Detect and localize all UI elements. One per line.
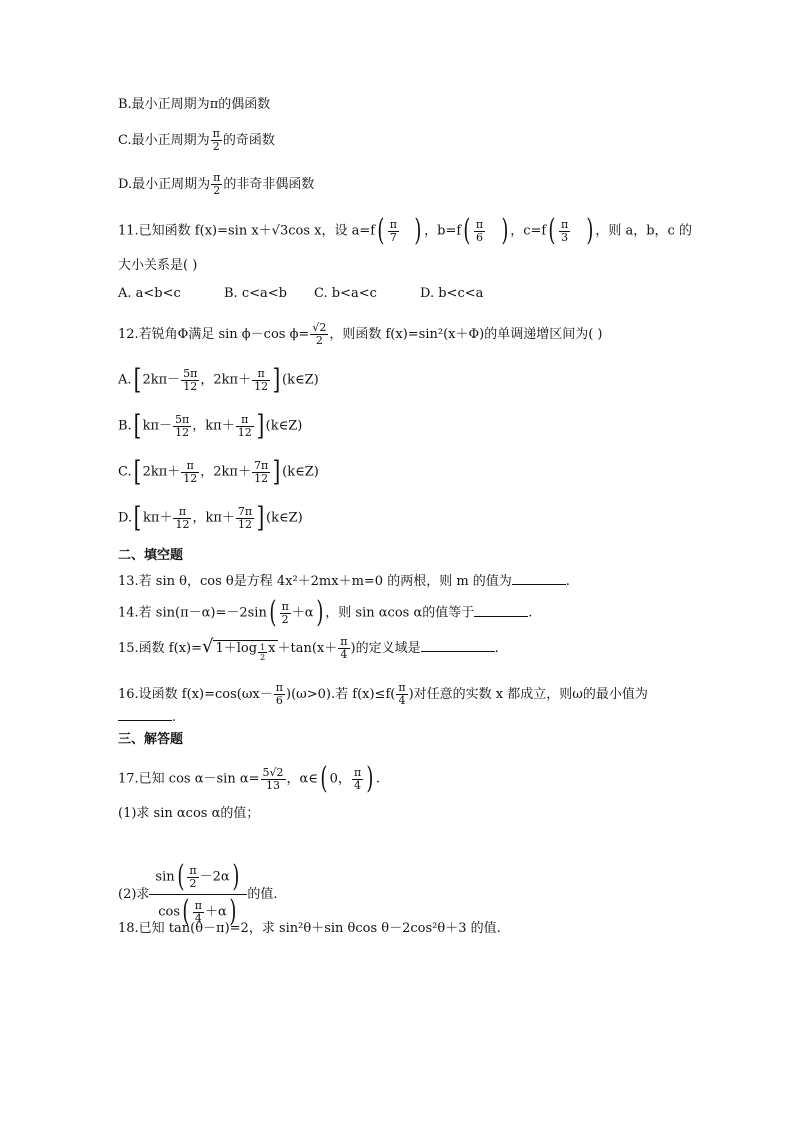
q12-c-lden: 12 xyxy=(183,471,198,485)
q15-den: 4 xyxy=(340,648,348,661)
q11-c-label: ，c=f xyxy=(510,223,547,239)
bracket-right: ] xyxy=(256,409,264,442)
q10-option-d xyxy=(118,172,314,197)
q14-a: 14.若 sin(π－α)=－2sin xyxy=(118,605,267,621)
q12-d-rden: 12 xyxy=(237,517,252,531)
q12-d-lnum: π xyxy=(173,506,191,519)
q11-b-label: ，b=f xyxy=(424,223,462,239)
q12-stem xyxy=(118,322,602,347)
q14-c: ，则 sin αcos α的值等于 xyxy=(325,605,475,621)
q12-stem-a: 12.若锐角Φ满足 sin ϕ－cos ϕ= xyxy=(118,327,310,342)
bracket-left: [ xyxy=(133,501,142,534)
q16-frac2 xyxy=(396,682,407,707)
paren-right: ) xyxy=(231,859,240,894)
q11-stem-a: 11.已知函数 f(x)=sin x＋ xyxy=(118,223,272,239)
q11-a-den: 7 xyxy=(389,230,397,244)
bracket-left: [ xyxy=(133,455,141,488)
q12-c-left: 2kπ＋ xyxy=(142,464,181,480)
q13 xyxy=(118,572,570,590)
q14-end: . xyxy=(528,605,533,621)
q11-line2: 大小关系是( ) xyxy=(118,258,198,273)
q15-b: ＋tan(x＋ xyxy=(277,641,338,656)
q10-c-num: π xyxy=(212,127,220,140)
q12-c-mid: ，2kπ＋ xyxy=(200,464,251,480)
q16-den2: 4 xyxy=(398,694,406,707)
q11-c-num: π xyxy=(560,217,569,231)
q12-a-label: A. xyxy=(118,372,132,388)
q12-d-mid: ，kπ＋ xyxy=(192,510,235,526)
q12-b-lnum: 5π xyxy=(175,412,190,426)
q11-c-den: 3 xyxy=(561,230,569,244)
q17-b: ，α∈ xyxy=(286,771,318,787)
q16-frac xyxy=(274,682,285,707)
paren-left: ( xyxy=(320,761,328,796)
q12-a-left: 2kπ－ xyxy=(142,372,181,388)
q17-part2 xyxy=(118,859,278,929)
paren-right: ) xyxy=(366,761,374,796)
q17-num: 5√2 xyxy=(262,765,284,779)
q10-c-den: 2 xyxy=(212,140,220,153)
q12-a-kz: (k∈Z) xyxy=(282,372,319,388)
q17-stem xyxy=(118,761,381,796)
q17-top-frac xyxy=(187,865,198,890)
q14-frac xyxy=(280,601,291,626)
q11-stem-b: cos x，设 a=f xyxy=(288,223,376,239)
sqrt-sign: √ xyxy=(202,636,214,657)
q12-option-b xyxy=(118,409,303,442)
q12-b-rden: 12 xyxy=(237,425,252,439)
q10-option-c xyxy=(118,128,275,153)
q15-end: . xyxy=(494,641,499,656)
q11-tail: ，则 a，b，c 的 xyxy=(595,223,692,239)
q16-a: 16.设函数 f(x)=cos(ωx－ xyxy=(118,687,273,702)
q14 xyxy=(118,595,533,630)
q16-den: 6 xyxy=(275,694,283,707)
q16-blank[interactable] xyxy=(118,708,172,721)
paren-left: ( xyxy=(182,894,190,929)
q12-c-rfrac xyxy=(252,460,270,485)
bracket-right: ] xyxy=(256,501,265,534)
q12-b-rnum: π xyxy=(236,414,254,427)
q15-blank[interactable] xyxy=(421,639,495,652)
q10-option-b xyxy=(118,97,270,113)
q15-root: 1＋log xyxy=(215,641,258,656)
q10-d-tail: 的非奇非偶函数 xyxy=(223,177,315,192)
q10-d-num: π xyxy=(213,171,221,184)
q15-num: π xyxy=(340,635,348,648)
q10-c-text: C.最小正周期为 xyxy=(118,133,210,148)
q17-p2-top xyxy=(149,859,247,895)
q12-d-label: D. xyxy=(118,510,133,526)
q11-b-frac xyxy=(474,219,485,244)
q17-bot-b: ＋α xyxy=(205,904,227,920)
paren-left: ( xyxy=(463,213,471,248)
q12-d-left: kπ＋ xyxy=(143,510,173,526)
q12-d-lden: 12 xyxy=(175,517,190,531)
q15-sub-den: 2 xyxy=(260,653,266,662)
q12-option-c xyxy=(118,455,319,488)
q12-stem-b: ，则函数 f(x)=sin²(x＋Φ)的单调递增区间为( ) xyxy=(329,327,603,342)
q17-end: . xyxy=(375,771,381,787)
q17-top-den: 2 xyxy=(189,876,197,890)
paren-left: ( xyxy=(269,595,277,630)
q11-option-c: C. b<a<c xyxy=(314,286,377,301)
q15-a: 15.函数 f(x)= xyxy=(118,641,202,656)
paren-right: ) xyxy=(414,213,422,248)
paren-left: ( xyxy=(377,213,385,248)
q16-num: π xyxy=(275,681,284,694)
q15 xyxy=(118,636,499,662)
q15-frac xyxy=(338,636,349,661)
q14-num: π xyxy=(281,599,289,613)
q12-b-rfrac xyxy=(236,414,254,439)
q17-top-a: sin xyxy=(155,869,175,885)
q12-a-mid: ，2kπ＋ xyxy=(200,372,252,388)
q12-c-lfrac xyxy=(181,460,199,485)
q11-option-d: D. b<c<a xyxy=(420,286,484,301)
bracket-left: [ xyxy=(133,363,141,396)
q13-blank[interactable] xyxy=(512,572,566,585)
q12-c-rden: 12 xyxy=(254,471,269,485)
q12-b-label: B. xyxy=(118,418,132,434)
q12-b-left: kπ－ xyxy=(142,418,173,434)
q11-stem xyxy=(118,213,692,248)
q12-c-kz: (k∈Z) xyxy=(282,464,319,480)
q17-top-num: π xyxy=(189,863,197,877)
q16-num2: π xyxy=(398,681,406,694)
q10-d-text: D.最小正周期为 xyxy=(118,177,211,192)
q17-top-b: －2α xyxy=(199,869,230,885)
q14-b: ＋α xyxy=(291,605,314,621)
q10-c-tail: 的奇函数 xyxy=(222,133,275,148)
q12-d-lfrac xyxy=(173,506,191,531)
q18-text: 18.已知 tan(θ－π)=2，求 sin²θ＋sin θcos θ－2cos²θ＋3 的值. xyxy=(118,921,501,936)
q16-c: )对任意的实数 x 都成立，则ω的最小值为 xyxy=(408,687,648,702)
q12-b-lden: 12 xyxy=(175,425,190,439)
paren-right: ) xyxy=(585,213,593,248)
bracket-right: ] xyxy=(272,455,281,488)
section-answer-title: 三、解答题 xyxy=(118,732,184,747)
q12-b-lfrac xyxy=(173,414,191,439)
q12-d-rfrac xyxy=(236,506,254,531)
q15-sub-num: 1 xyxy=(260,643,266,652)
q17-bot-den: 4 xyxy=(194,911,202,925)
q17-p2-label: (2)求 xyxy=(118,887,150,902)
q10-d-frac xyxy=(211,172,222,197)
q12-c-label: C. xyxy=(118,464,132,480)
q17-p2-end: 的值. xyxy=(247,887,278,902)
q11-options xyxy=(118,286,483,302)
q12-c-lnum: π xyxy=(181,460,199,473)
q12-option-d xyxy=(118,501,303,534)
q11-a-num: π xyxy=(389,217,398,231)
paren-right: ) xyxy=(500,213,508,248)
q10-b-text: B.最小正周期为 xyxy=(118,97,210,112)
q17-a: 17.已知 cos α－sin α= xyxy=(118,771,260,787)
q12-a-rfrac xyxy=(252,368,270,393)
paren-left: ( xyxy=(176,859,184,894)
q10-b-pi: π xyxy=(209,97,219,112)
q14-blank[interactable] xyxy=(474,604,528,617)
q12-frac xyxy=(310,322,328,347)
q12-c-rnum: 7π xyxy=(253,458,269,472)
q12-d-rnum: 7π xyxy=(237,504,253,518)
q11-b-num: π xyxy=(475,217,484,231)
q15-x: x xyxy=(268,641,276,656)
q17-frac xyxy=(261,767,286,792)
q12-a-lfrac xyxy=(181,368,199,393)
q13-text: 13.若 sin θ，cos θ是方程 4x²＋2mx＋m=0 的两根，则 m 的值为 xyxy=(118,574,512,589)
q12-a-rnum: π xyxy=(252,368,270,381)
paren-left: ( xyxy=(548,213,556,248)
section-fill-in-title: 二、填空题 xyxy=(118,548,184,563)
bracket-left: [ xyxy=(133,409,141,442)
paren-right: ) xyxy=(315,595,323,630)
q16-line2 xyxy=(118,708,176,726)
q17-bot-num: π xyxy=(194,898,202,912)
q16-end: . xyxy=(172,710,177,725)
paren-right: ) xyxy=(229,894,237,929)
bracket-right: ] xyxy=(272,363,281,396)
q11-c-frac xyxy=(559,219,570,244)
q12-d-kz: (k∈Z) xyxy=(266,510,303,526)
q17-den: 13 xyxy=(266,778,281,792)
q17-int-frac xyxy=(352,767,363,792)
q17-p2-fraction xyxy=(149,859,247,929)
q17-int-num: π xyxy=(353,765,362,779)
q13-end: . xyxy=(565,574,570,589)
q12-a-lnum: 5π xyxy=(183,366,198,380)
q15-c: )的定义域是 xyxy=(350,641,421,656)
q17-int-left: 0， xyxy=(329,771,351,787)
q12-a-rden: 12 xyxy=(254,379,269,393)
q11-b-den: 6 xyxy=(476,230,483,244)
q12-b-mid: ，kπ＋ xyxy=(192,418,235,434)
q12-option-a xyxy=(118,363,319,396)
q14-den: 2 xyxy=(281,612,289,626)
q12-a-lden: 12 xyxy=(183,379,198,393)
q10-b-tail: 的偶函数 xyxy=(218,97,271,112)
q11-option-a: A. a<b<c xyxy=(118,286,181,301)
q12-frac-den: 2 xyxy=(315,334,323,347)
q16-b: )(ω>0).若 f(x)≤f( xyxy=(286,687,396,702)
q10-d-den: 2 xyxy=(213,184,221,197)
q12-frac-num: √2 xyxy=(312,321,327,334)
q17-bot-a: cos xyxy=(158,904,181,920)
q17-part1: (1)求 sin αcos α的值； xyxy=(118,806,260,821)
q16 xyxy=(118,682,648,707)
q12-b-kz: (k∈Z) xyxy=(265,418,303,434)
q17-int-den: 4 xyxy=(354,778,362,792)
q11-option-b: B. c<a<b xyxy=(224,286,287,301)
q15-subfrac xyxy=(258,643,267,662)
q11-sqrt3: √3 xyxy=(271,223,289,239)
q15-radicand xyxy=(213,640,277,662)
q11-a-frac xyxy=(388,219,399,244)
q10-c-frac xyxy=(211,128,222,153)
